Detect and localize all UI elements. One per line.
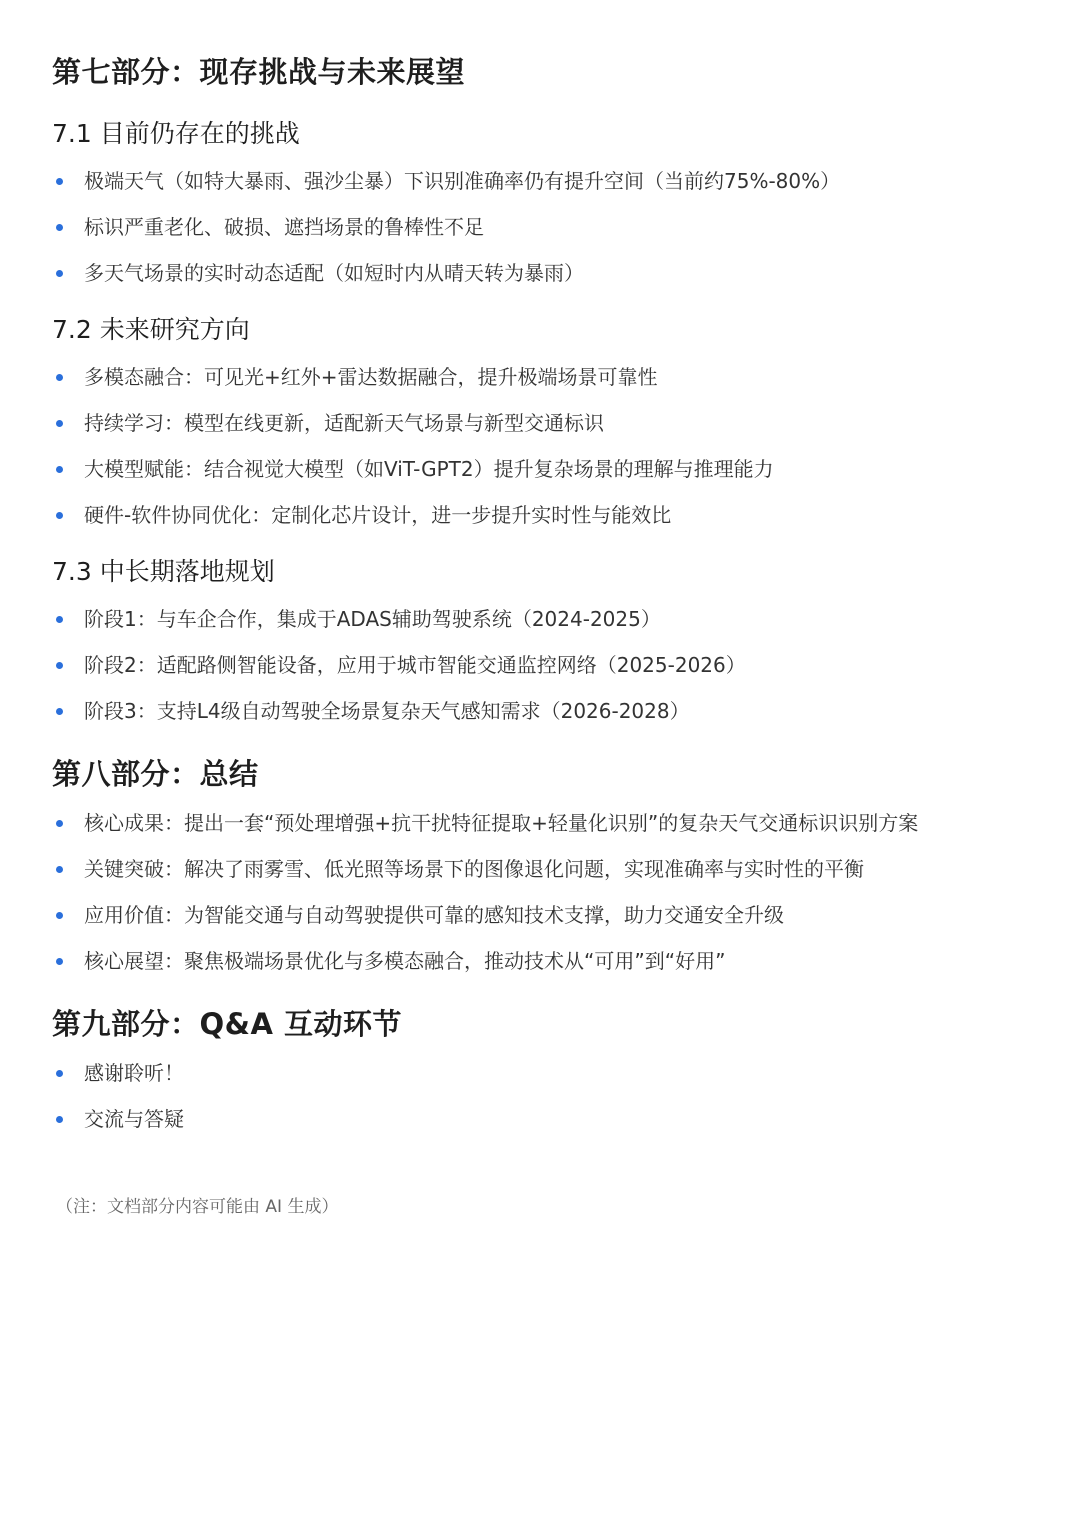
list-item-text: 多模态融合：可见光+红外+雷达数据融合，提升极端场景可靠性 (84, 365, 658, 389)
list-item-text: 标识严重老化、破损、遮挡场景的鲁棒性不足 (84, 215, 484, 239)
list-item (52, 846, 1042, 892)
list-item-text: 阶段1：与车企合作，集成于ADAS辅助驾驶系统（2024-2025） (84, 607, 661, 631)
list-item-text: 交流与答疑 (84, 1107, 184, 1131)
section-7-2-list (52, 354, 1042, 538)
section-7-3-list (52, 596, 1042, 734)
list-item-text: 大模型赋能：结合视觉大模型（如ViT-GPT2）提升复杂场景的理解与推理能力 (84, 457, 774, 481)
list-item (52, 596, 1042, 642)
list-item-text: 核心成果：提出一套“预处理增强+抗干扰特征提取+轻量化识别”的复杂天气交通标识识别方案 (84, 811, 919, 835)
bullet-icon (56, 1070, 63, 1077)
list-item (52, 250, 1042, 296)
bullet-icon (56, 178, 63, 185)
list-item (52, 642, 1042, 688)
bullet-icon (56, 224, 63, 231)
bullet-icon (56, 912, 63, 919)
list-item (52, 492, 1042, 538)
bullet-icon (56, 662, 63, 669)
bullet-icon (56, 616, 63, 623)
list-item (52, 1096, 1042, 1142)
bullet-icon (56, 708, 63, 715)
list-item-text: 多天气场景的实时动态适配（如短时内从晴天转为暴雨） (84, 261, 584, 285)
bullet-icon (56, 958, 63, 965)
part-9-title: 第九部分：Q&A 互动环节 (52, 1007, 402, 1041)
list-item (52, 446, 1042, 492)
bullet-icon (56, 420, 63, 427)
bullet-icon (56, 270, 63, 277)
bullet-icon (56, 866, 63, 873)
part-9-list (52, 1050, 1042, 1142)
list-item (52, 800, 1042, 846)
list-item (52, 354, 1042, 400)
list-item-text: 阶段2：适配路侧智能设备，应用于城市智能交通监控网络（2025-2026） (84, 653, 746, 677)
list-item-text: 应用价值：为智能交通与自动驾驶提供可靠的感知技术支撑，助力交通安全升级 (84, 903, 784, 927)
list-item-text: 核心展望：聚焦极端场景优化与多模态融合，推动技术从“可用”到“好用” (84, 949, 726, 973)
bullet-icon (56, 820, 63, 827)
list-item (52, 892, 1042, 938)
section-7-3-title: 7.3 中长期落地规划 (52, 557, 275, 586)
list-item-text: 感谢聆听！ (84, 1061, 184, 1085)
list-item (52, 1050, 1042, 1096)
list-item (52, 400, 1042, 446)
list-item (52, 938, 1042, 984)
list-item-text: 极端天气（如特大暴雨、强沙尘暴）下识别准确率仍有提升空间（当前约75%-80%） (84, 169, 841, 193)
part-8-title: 第八部分：总结 (52, 757, 259, 791)
list-item-text: 硬件-软件协同优化：定制化芯片设计，进一步提升实时性与能效比 (84, 503, 672, 527)
bullet-icon (56, 466, 63, 473)
section-7-1-list (52, 158, 1042, 296)
list-item (52, 204, 1042, 250)
bullet-icon (56, 512, 63, 519)
bullet-icon (56, 374, 63, 381)
list-item-text: 关键突破：解决了雨雾雪、低光照等场景下的图像退化问题，实现准确率与实时性的平衡 (84, 857, 864, 881)
list-item (52, 688, 1042, 734)
list-item (52, 158, 1042, 204)
list-item-text: 持续学习：模型在线更新，适配新天气场景与新型交通标识 (84, 411, 604, 435)
ai-disclaimer-note: （注：文档部分内容可能由 AI 生成） (56, 1197, 339, 1217)
section-7-2-title: 7.2 未来研究方向 (52, 315, 250, 344)
part-8-list (52, 800, 1042, 984)
list-item-text: 阶段3：支持L4级自动驾驶全场景复杂天气感知需求（2026-2028） (84, 699, 690, 723)
bullet-icon (56, 1116, 63, 1123)
section-7-1-title: 7.1 目前仍存在的挑战 (52, 119, 300, 148)
document-body (52, 50, 1042, 1222)
part-7-title: 第七部分：现存挑战与未来展望 (52, 55, 466, 89)
